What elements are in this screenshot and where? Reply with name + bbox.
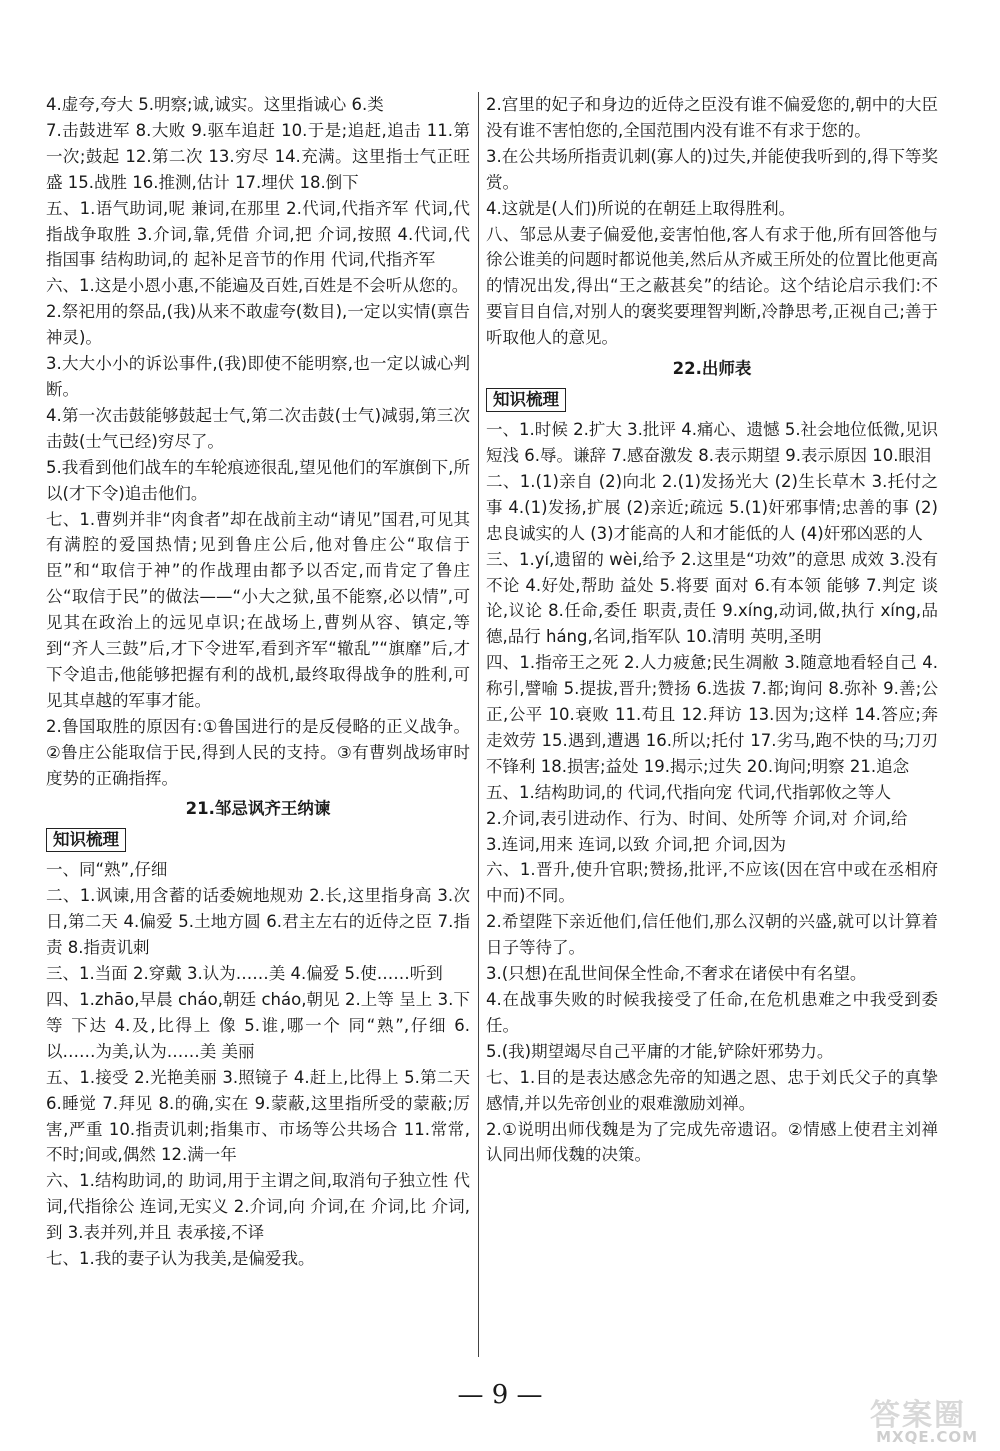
answer-line: 四、1.zhāo,早晨 cháo,朝廷 cháo,朝见 2.上等 呈上 3.下等 下达 4.及,比得上 像 5.谁,哪一个 同“熟”,仔细 6.以……为美,认为……美 美丽	[46, 990, 470, 1061]
answer-line: 2.鲁国取胜的原因有:①鲁国进行的是反侵略的正义战争。②鲁庄公能取信于民,得到人民的支持。③有曹刿战场审时度势的正确指挥。	[46, 716, 470, 788]
knowledge-box-label: 知识梳理	[486, 388, 566, 412]
answer-line: 4.第一次击鼓能够鼓起士气,第二次击鼓(士气)减弱,第三次击鼓(士气已经)穷尽了。	[46, 405, 470, 451]
answer-line: 四、1.指帝王之死 2.人力疲惫;民生凋敝 3.随意地看轻自己 4.称引,譬喻 5.提拔,晋升;赞扬 6.选拔 7.都;询问 8.弥补 9.善;公正,公平 10.衰败 11.苟且 12.拜访 13.因为;这样 14.答应;奔走效劳 15.遇到,遭遇 16.所以;托付 17.劣马,跑不快的马;刀刃不锋利 18.损害;益处 19.揭示;过失 20.询问;明察 21.追念	[486, 653, 938, 776]
answer-line: 五、1.结构助词,的 代词,代指向宠 代词,代指郭攸之等人	[486, 782, 891, 802]
watermark-logo: 答案圈	[870, 1398, 966, 1433]
answer-line: 二、1.(1)亲自 (2)向北 2.(1)发扬光大 (2)生长草木 3.托付之事 4.(1)发扬,扩展 (2)亲近;疏远 5.(1)奸邪事情;忠善的事 (2)忠良诚实的人 (3)才能高的人和才能低的人 (4)奸邪凶恶的人	[486, 471, 938, 543]
answer-line: 六、1.晋升,使升官职;赞扬,批评,不应该(因在宫中或在丞相府中而)不同。	[486, 860, 938, 906]
answer-line: 八、邹忌从妻子偏爱他,妾害怕他,客人有求于他,所有回答他与徐公谁美的问题时都说他美,然后从齐威王所处的位置比他更高的情况出发,得出“王之蔽甚矣”的结论。这个结论启示我们:不要盲目自信,对别人的褒奖要理智判断,冷静思考,正视自己;善于听取他人的意见。	[486, 224, 938, 348]
column-divider	[478, 92, 479, 1357]
answer-line: 3.在公共场所指责讥刺(寡人的)过失,并能使我听到的,得下等奖赏。	[486, 146, 938, 192]
answer-line: 2.介词,表引进动作、行为、时间、处所等 介词,对 介词,给	[486, 808, 908, 828]
answer-line: 5.(我)期望竭尽自己平庸的才能,铲除奸邪势力。	[486, 1041, 834, 1061]
answer-line: 六、1.这是小恩小惠,不能遍及百姓,百姓是不会听从您的。	[46, 276, 469, 296]
left-column	[46, 92, 470, 1272]
knowledge-box-21	[46, 827, 470, 853]
answer-line: 7.击鼓进军 8.大败 9.驱车追赶 10.于是;追赶,追击 11.第一次;鼓起 12.第二次 13.穷尽 14.充满。这里指士气正旺盛 15.战胜 16.推测,估计 17.埋伏 18.倒下	[46, 120, 470, 192]
answer-line: 2.祭祀用的祭品,(我)从来不敢虚夸(数目),一定以实情(禀告神灵)。	[46, 302, 470, 348]
page-number: — 9 —	[457, 1380, 543, 1410]
answer-line: 3.连词,用来 连词,以致 介词,把 介词,因为	[486, 834, 786, 854]
answer-line: 3.(只想)在乱世间保全性命,不奢求在诸侯中有名望。	[486, 964, 867, 984]
answer-line: 4.这就是(人们)所说的在朝廷上取得胜利。	[486, 198, 796, 218]
answer-line: 2.宫里的妃子和身边的近侍之臣没有谁不偏爱您的,朝中的大臣没有谁不害怕您的,全国范围内没有谁不有求于您的。	[486, 95, 938, 140]
right-column	[486, 92, 938, 1168]
answer-line: 2.希望陛下亲近他们,信任他们,那么汉朝的兴盛,就可以计算着日子等待了。	[486, 912, 938, 958]
knowledge-box-label: 知识梳理	[46, 828, 126, 852]
answer-line: 一、1.时候 2.扩大 3.批评 4.痛心、遗憾 5.社会地位低微,见识短浅 6.辱。谦辞 7.感奋激发 8.表示期望 9.表示原因 10.眼泪	[486, 420, 938, 465]
answer-line: 4.虚夸,夸大 5.明察;诚,诚实。这里指诚心 6.类	[46, 95, 384, 114]
answer-line: 五、1.语气助词,呢 兼词,在那里 2.代词,代指齐军 代词,代指战争取胜 3.介词,靠,凭借 介词,把 介词,按照 4.代词,代指国事 结构助词,的 起补足音节的作用 代词,代指齐军	[46, 198, 470, 270]
section-title-22: 22.出师表	[672, 359, 752, 379]
answer-line: 二、1.讽谏,用含蓄的话委婉地规劝 2.长,这里指身高 3.次日,第二天 4.偏爱 5.土地方圆 6.君主左右的近侍之臣 7.指责 8.指责讥刺	[46, 886, 470, 958]
answer-line: 4.在战事失败的时候我接受了任命,在危机患难之中我受到委任。	[486, 990, 938, 1035]
watermark-url: MXQE.COM	[876, 1428, 978, 1446]
answer-line: 三、1.yí,遗留的 wèi,给予 2.这里是“功效”的意思 成效 3.没有 不论 4.好处,帮助 益处 5.将要 面对 6.有本领 能够 7.判定 谈论,议论 8.任命,委任 职责,责任 9.xíng,动词,做,执行 xíng,品德,品行 háng,名词,指军队 10.清明 英明,圣明	[486, 549, 938, 647]
answer-line: 六、1.结构助词,的 助词,用于主谓之间,取消句子独立性 代词,代指徐公 连词,无实义 2.介词,向 介词,在 介词,比 介词,到 3.表并列,并且 表承接,不译	[46, 1171, 470, 1243]
answer-line: 5.我看到他们战车的车轮痕迹很乱,望见他们的军旗倒下,所以(才下令)追击他们。	[46, 457, 470, 503]
answer-line: 五、1.接受 2.光艳美丽 3.照镜子 4.赶上,比得上 5.第二天 6.睡觉 7.拜见 8.的确,实在 9.蒙蔽,这里指所受的蒙蔽;厉害,严重 10.指责讥刺;指集市、市场等公共场合 11.常常,不时;间或,偶然 12.满一年	[46, 1067, 470, 1165]
answer-line: 七、1.曹刿并非“肉食者”却在战前主动“请见”国君,可见其有满腔的爱国热情;见到鲁庄公后,他对鲁庄公“取信于臣”和“取信于神”的作战理由都予以否定,而肯定了鲁庄公“取信于民”的做法——“小大之狱,虽不能察,必以情”,可见其在政治上的远见卓识;在战场上,曹刿从容、镇定,等到“齐人三鼓”后,才下令进军,看到齐军“辙乱”“旗靡”后,才下令追击,他能够把握有利的战机,最终取得战争的胜利,可见其卓越的军事才能。	[46, 509, 470, 710]
answer-line: 2.①说明出师伐魏是为了完成先帝遗诏。②情感上使君主刘禅认同出师伐魏的决策。	[486, 1119, 938, 1165]
answer-line: 三、1.当面 2.穿戴 3.认为……美 4.偏爱 5.使……听到	[46, 964, 443, 984]
answer-line: 七、1.目的是表达感念先帝的知遇之恩、忠于刘氏父子的真挚感情,并以先帝创业的艰难激励刘禅。	[486, 1067, 938, 1113]
answer-line: 一、同“熟”,仔细	[46, 860, 168, 880]
answer-line: 七、1.我的妻子认为我美,是偏爱我。	[46, 1249, 315, 1269]
section-title-21: 21.邹忌讽齐王纳谏	[185, 799, 331, 819]
answer-line: 3.大大小小的诉讼事件,(我)即使不能明察,也一定以诚心判断。	[46, 354, 470, 399]
knowledge-box-22	[486, 387, 938, 413]
